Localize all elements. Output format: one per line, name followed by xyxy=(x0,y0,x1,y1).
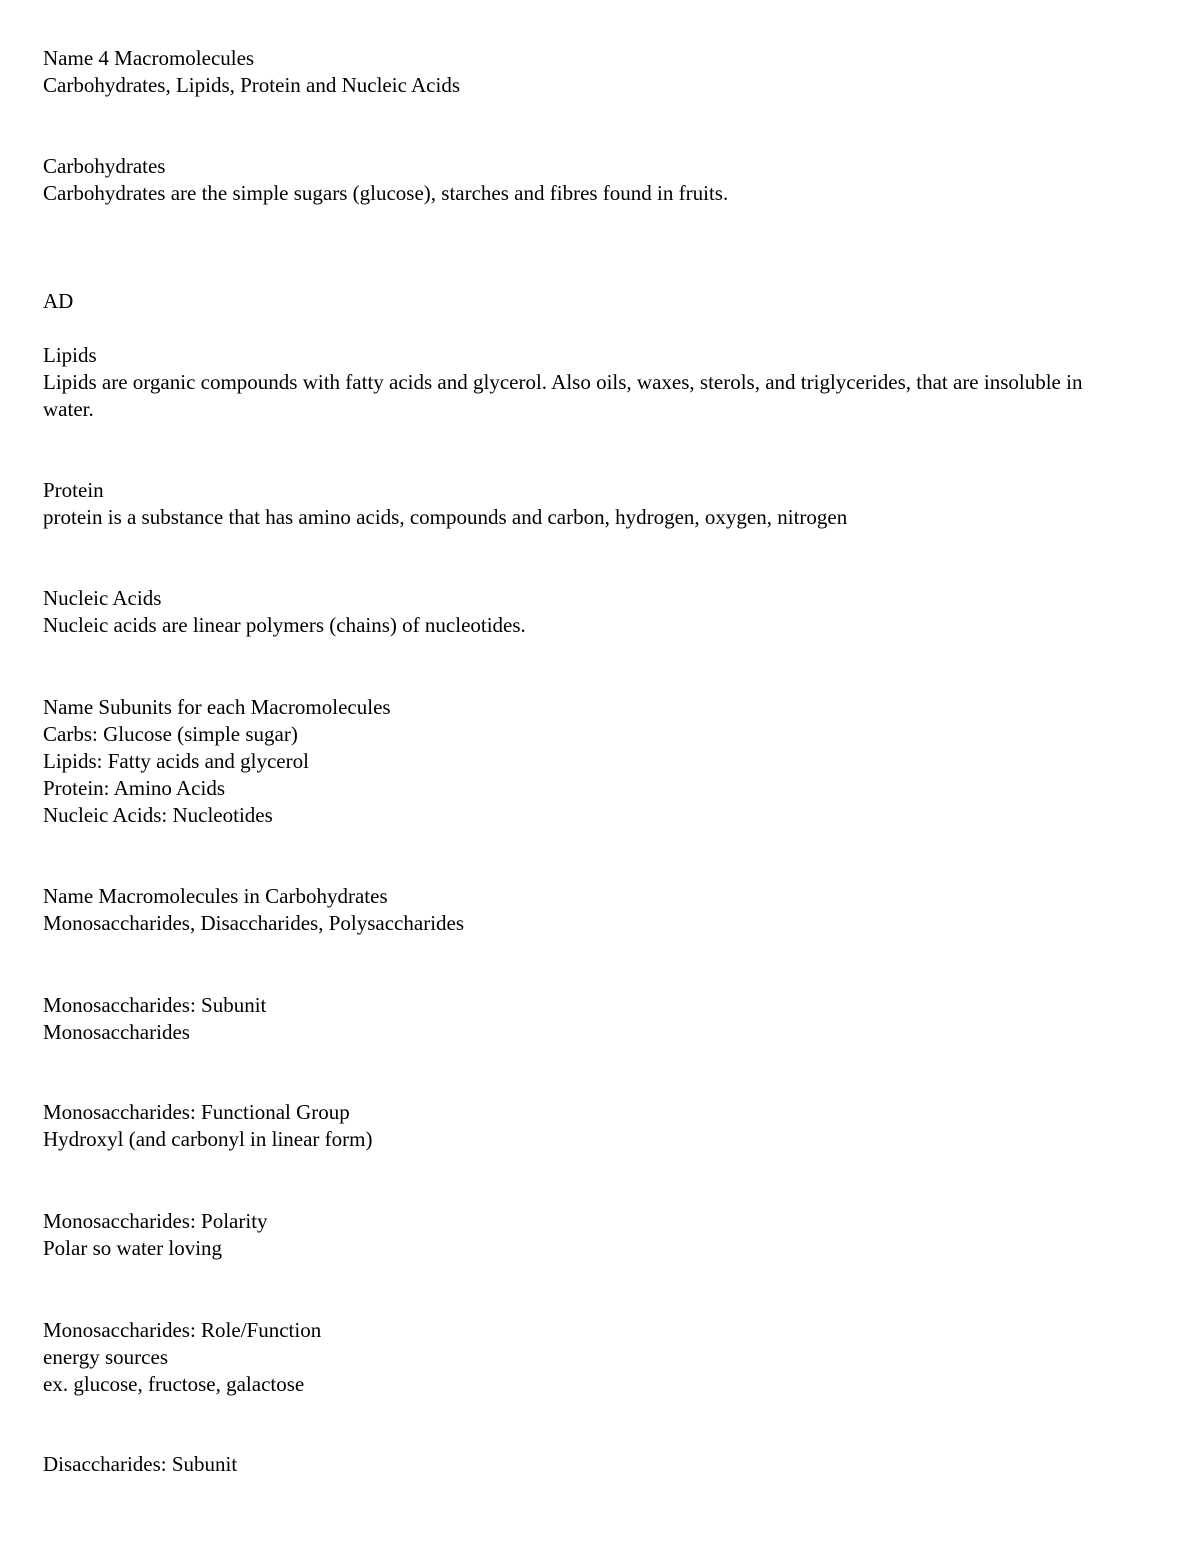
heading-protein: Protein xyxy=(43,478,104,502)
heading-monosaccharides-role: Monosaccharides: Role/Function xyxy=(43,1318,322,1342)
answer-subunit-protein: Protein: Amino Acids xyxy=(43,776,226,800)
answer-subunit-carbs: Carbs: Glucose (simple sugar) xyxy=(43,722,298,746)
heading-monosaccharides-subunit: Monosaccharides: Subunit xyxy=(43,993,267,1017)
heading-disaccharides-subunit: Disaccharides: Subunit xyxy=(43,1452,238,1476)
answer-subunit-lipids: Lipids: Fatty acids and glycerol xyxy=(43,749,309,773)
heading-monosaccharides-functional-group: Monosaccharides: Functional Group xyxy=(43,1100,350,1124)
answer-monosaccharides-role: energy sources xyxy=(43,1345,168,1369)
heading-carbohydrates: Carbohydrates xyxy=(43,154,166,178)
text-ad: AD xyxy=(43,289,74,313)
answer-nucleic-acids: Nucleic acids are linear polymers (chains) of nucleotides. xyxy=(43,613,526,637)
answer-carbohydrate-types: Monosaccharides, Disaccharides, Polysaccharides xyxy=(43,911,465,935)
answer-monosaccharides-subunit: Monosaccharides xyxy=(43,1020,190,1044)
answer-monosaccharides-examples: ex. glucose, fructose, galactose xyxy=(43,1372,305,1396)
answer-macromolecules-list: Carbohydrates, Lipids, Protein and Nucleic Acids xyxy=(43,73,460,97)
heading-name-subunits: Name Subunits for each Macromolecules xyxy=(43,695,391,719)
heading-macromolecules-in-carbohydrates: Name Macromolecules in Carbohydrates xyxy=(43,884,388,908)
answer-monosaccharides-polarity: Polar so water loving xyxy=(43,1236,223,1260)
answer-carbohydrates: Carbohydrates are the simple sugars (glucose), starches and fibres found in fruits. xyxy=(43,181,729,205)
heading-monosaccharides-polarity: Monosaccharides: Polarity xyxy=(43,1209,268,1233)
answer-protein: protein is a substance that has amino acids, compounds and carbon, hydrogen, oxygen, nitrogen xyxy=(43,505,848,529)
heading-nucleic-acids: Nucleic Acids xyxy=(43,586,162,610)
answer-lipids: Lipids are organic compounds with fatty acids and glycerol. Also oils, waxes, sterols, and triglycerides, that are insoluble in water. xyxy=(43,370,1083,421)
answer-subunit-nucleic-acids: Nucleic Acids: Nucleotides xyxy=(43,803,273,827)
heading-name-4-macromolecules: Name 4 Macromolecules xyxy=(43,46,255,70)
heading-lipids: Lipids xyxy=(43,343,97,367)
answer-monosaccharides-functional-group: Hydroxyl (and carbonyl in linear form) xyxy=(43,1127,373,1151)
